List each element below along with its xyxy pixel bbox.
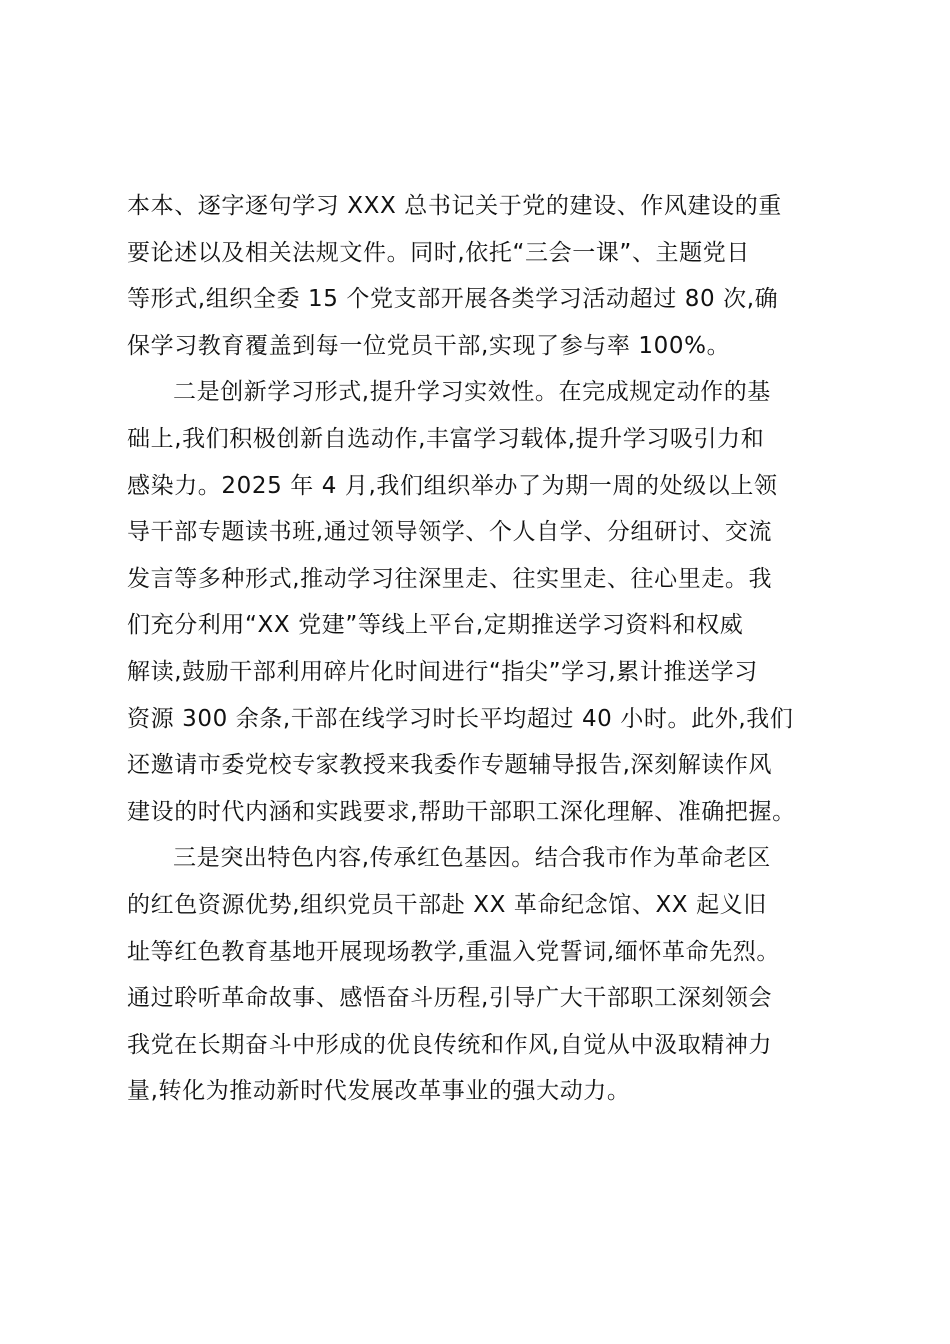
text-line: 感染力。2025 年 4 月,我们组织举办了为期一周的处级以上领 <box>127 472 778 499</box>
text-line: 保学习教育覆盖到每一位党员干部,实现了参与率 100%。 <box>127 332 731 359</box>
text-line: 我党在长期奋斗中形成的优良传统和作风,自觉从中汲取精神力 <box>127 1031 773 1058</box>
text-line: 们充分利用“XX 党建”等线上平台,定期推送学习资料和权威 <box>127 612 744 639</box>
text-line: 建设的时代内涵和实践要求,帮助干部职工深化理解、准确把握。 <box>127 798 796 825</box>
text-line: 发言等多种形式,推动学习往深里走、往实里走、往心里走。我 <box>127 565 773 592</box>
text-line: 量,转化为推动新时代发展改革事业的强大动力。 <box>127 1078 631 1105</box>
text-line: 址等红色教育基地开展现场教学,重温入党誓词,缅怀革命先烈。 <box>127 938 781 965</box>
text-line: 导干部专题读书班,通过领导领学、个人自学、分组研讨、交流 <box>127 519 773 546</box>
text-line: 的红色资源优势,组织党员干部赴 XX 革命纪念馆、XX 起义旧 <box>127 891 767 918</box>
text-line: 要论述以及相关法规文件。同时,依托“三会一课”、主题党日 <box>127 239 750 266</box>
text-line: 资源 300 余条,干部在线学习时长平均超过 40 小时。此外,我们 <box>127 705 794 732</box>
text-line: 等形式,组织全委 15 个党支部开展各类学习活动超过 80 次,确 <box>127 286 779 313</box>
paragraph-start-line: 二是创新学习形式,提升学习实效性。在完成规定动作的基 <box>173 379 771 406</box>
text-line: 本本、逐字逐句学习 XXX 总书记关于党的建设、作风建设的重 <box>127 193 782 219</box>
text-line: 础上,我们积极创新自选动作,丰富学习载体,提升学习吸引力和 <box>127 425 765 452</box>
text-line: 还邀请市委党校专家教授来我委作专题辅导报告,深刻解读作风 <box>127 752 773 779</box>
document-body <box>127 183 833 1115</box>
text-line: 通过聆听革命故事、感悟奋斗历程,引导广大干部职工深刻领会 <box>127 985 773 1012</box>
paragraph-start-line: 三是突出特色内容,传承红色基因。结合我市作为革命老区 <box>173 845 771 872</box>
text-line: 解读,鼓励干部利用碎片化时间进行“指尖”学习,累计推送学习 <box>127 658 758 685</box>
